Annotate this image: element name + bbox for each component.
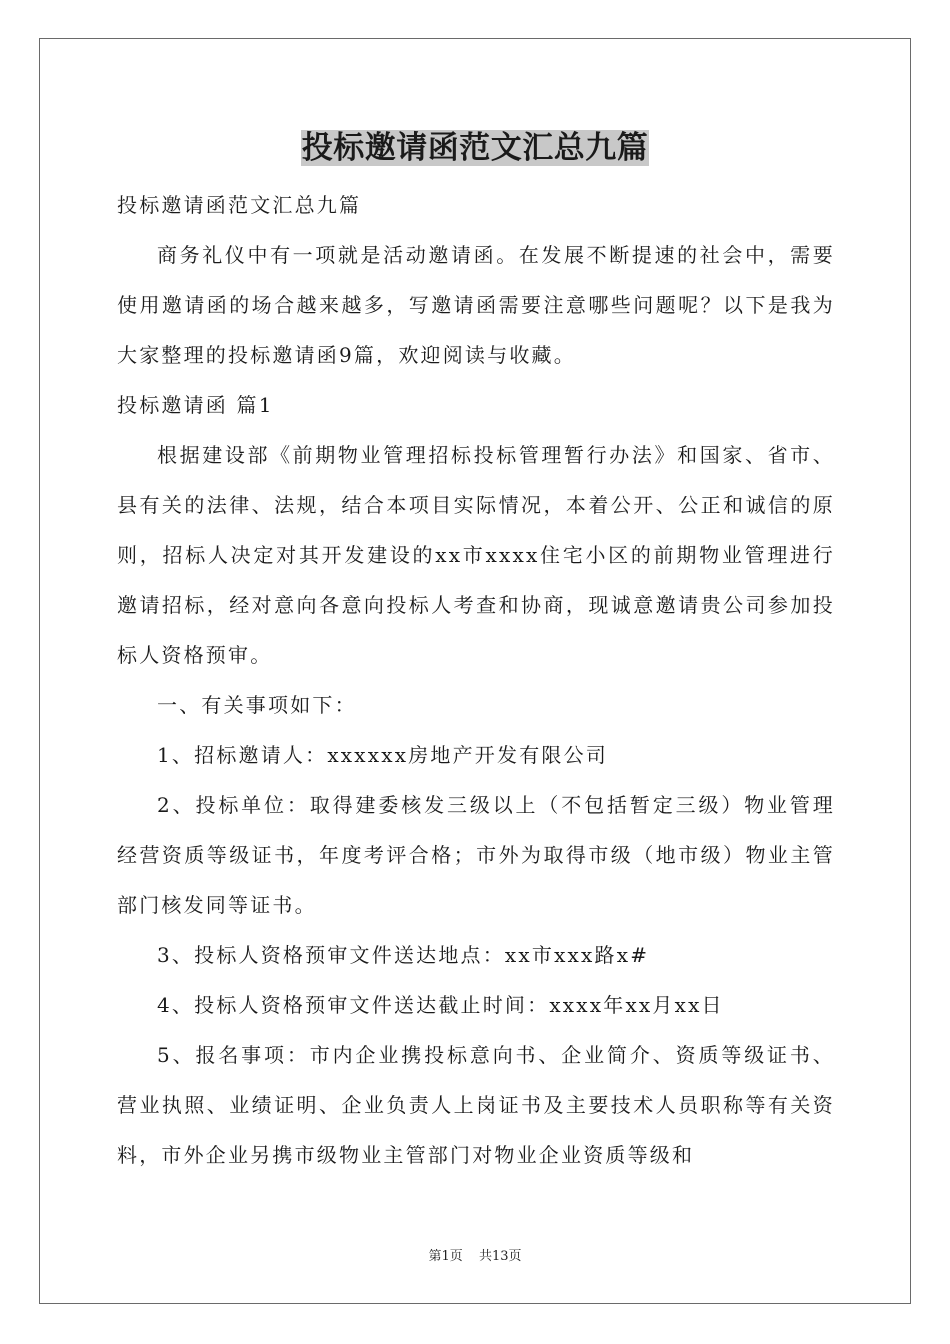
paragraph: 一、有关事项如下： — [157, 693, 357, 717]
page-number: 第1页 — [428, 1249, 463, 1264]
document-title — [0, 126, 950, 170]
paragraph: 商务礼仪中有一项就是活动邀请函。在发展不断提速的社会中，需要使用邀请函的场合越来越多，写邀请函需要注意哪些问题呢？以下是我为大家整理的投标邀请函9篇，欢迎阅读与收藏。 — [117, 243, 835, 367]
document-body — [117, 180, 835, 1180]
paragraph: 1、招标邀请人：xxxxxx房地产开发有限公司 — [157, 743, 609, 767]
page-footer — [0, 1248, 950, 1266]
paragraph: 4、投标人资格预审文件送达截止时间：xxxx年xx月xx日 — [157, 993, 724, 1017]
paragraph: 3、投标人资格预审文件送达地点：xx市xxx路x# — [157, 943, 650, 967]
paragraph: 2、投标单位：取得建委核发三级以上（不包括暂定三级）物业管理经营资质等级证书，年度考评合格；市外为取得市级（地市级）物业主管部门核发同等证书。 — [117, 793, 835, 917]
paragraph: 根据建设部《前期物业管理招标投标管理暂行办法》和国家、省市、县有关的法律、法规，结合本项目实际情况，本着公开、公正和诚信的原则，招标人决定对其开发建设的xx市xxxx住宅小区的前期物业管理进行邀请招标，经对意向各意向投标人考查和协商，现诚意邀请贵公司参加投标人资格预审。 — [117, 443, 835, 667]
paragraph: 投标邀请函范文汇总九篇 — [117, 193, 362, 217]
page-total: 共13页 — [478, 1249, 522, 1264]
paragraph: 5、报名事项：市内企业携投标意向书、企业简介、资质等级证书、营业执照、业绩证明、企业负责人上岗证书及主要技术人员职称等有关资料，市外企业另携市级物业主管部门对物业企业资质等级和 — [117, 1043, 835, 1167]
section-heading: 投标邀请函 篇1 — [117, 393, 274, 417]
title-text: 投标邀请函范文汇总九篇 — [301, 130, 649, 166]
